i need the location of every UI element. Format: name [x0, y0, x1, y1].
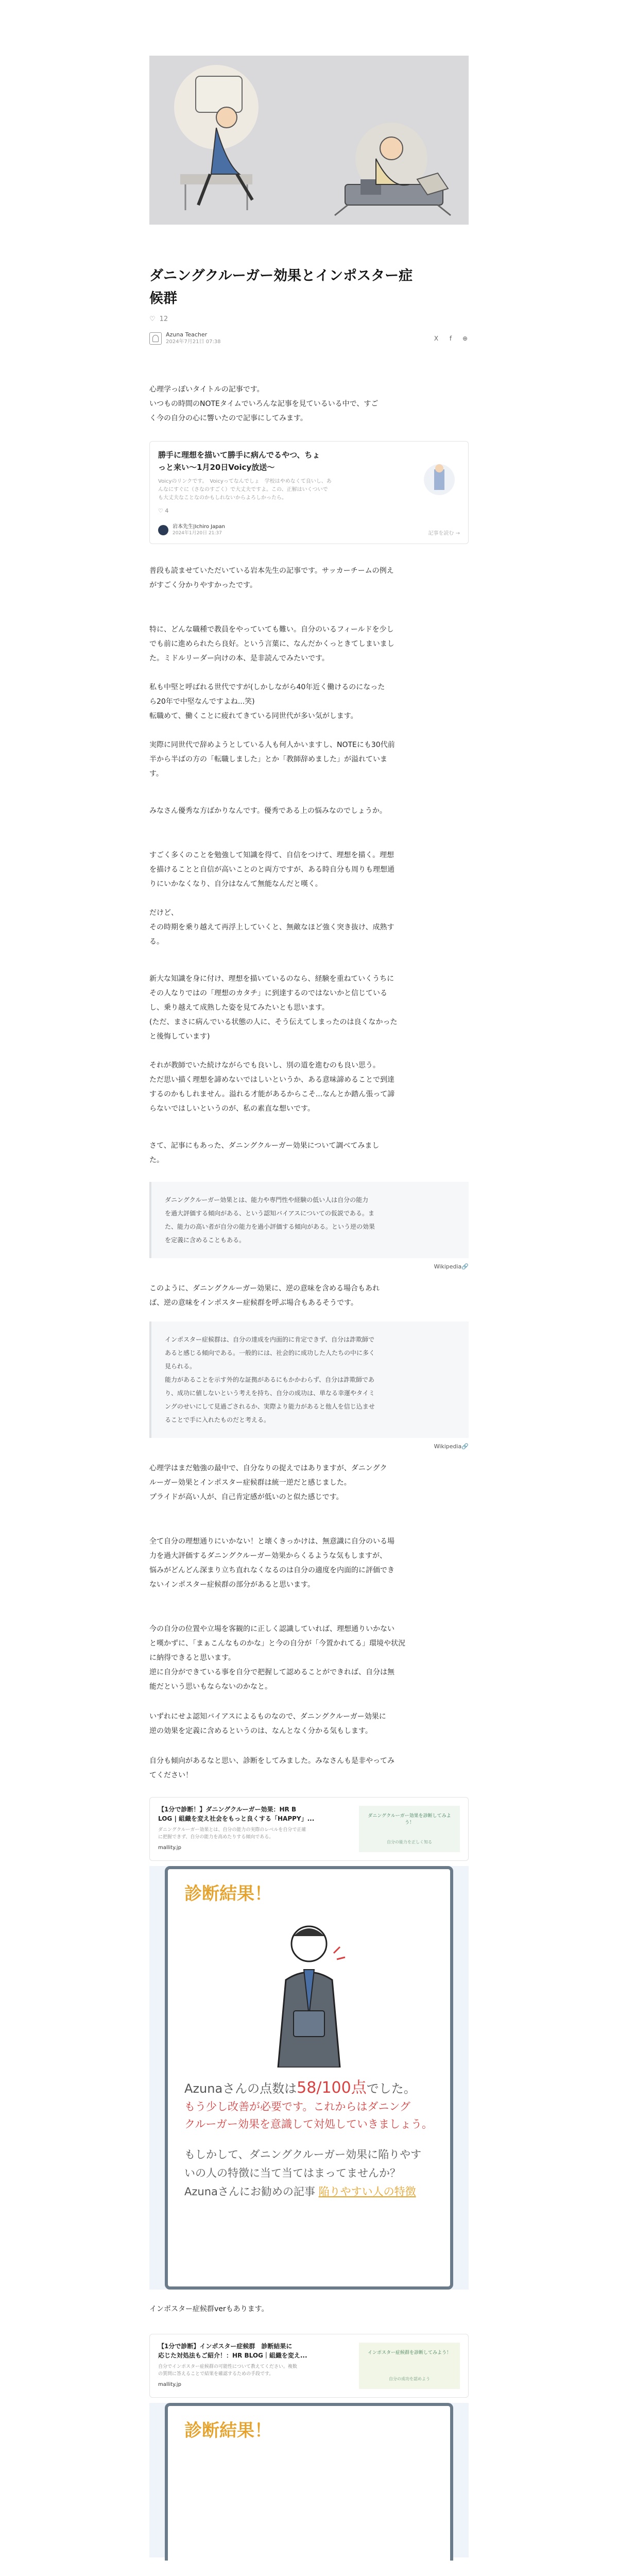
score-line: Azunaさんの点数は58/100点でした。	[184, 2079, 416, 2097]
x-share-icon[interactable]: X	[434, 334, 439, 342]
diagnosis-result	[165, 1866, 453, 2290]
external-card-domain: mallity.jp	[158, 2382, 181, 2387]
paragraph: みなさん優秀な方ばかりなんです。優秀である上の悩みなのでしょうか。	[149, 807, 387, 815]
paragraph: インポスター症候群verもあります。	[149, 2305, 269, 2313]
external-link-card[interactable]	[149, 2334, 469, 2398]
heart-icon[interactable]: ♡	[149, 315, 156, 323]
author-info[interactable]	[149, 331, 221, 345]
article-title: ダニングクルーガー効果とインポスター症 候群	[149, 268, 413, 307]
diagnosis-result	[165, 2403, 453, 2561]
diagnosis-image	[149, 2403, 469, 2557]
embed-card-title[interactable]: 勝手に理想を描いて勝手に病んでるやつ、ちょ っと来い〜1月20日Voicy放送〜	[158, 450, 320, 472]
embed-card-author: 岩本先生|Ichiro Japan 2024年1月20日 21:37	[158, 523, 225, 536]
illustration-image	[149, 56, 469, 225]
quote-impostor: インポスター症候群は、自分の達成を内面的に肯定できず、自分は詐欺師で あると感じる傾向である。一般的には、社会的に成功した人たちの中に多く 見られる。 能力があることを示す外的な証拠があるにもかかわらず、自分は詐欺師であ り、成功に値しないという考えを持ち、自分の成功は、単なる幸運やタイミ ングのせいにして見過ごされるか、実際より能力があると他人を信じ込ませ ることで手に入れたものだと考える。	[149, 1321, 469, 1438]
paragraph: だけど、 その時期を乗り越えて再浮上していくと、無敵なほど強く突き抜け、成熟す る。	[149, 909, 394, 946]
like-count: 12	[159, 315, 168, 323]
external-card-title[interactable]: 【1分で診断】インポスター症候群 診断結果に 応じた対処法もご紹介！：HR BLOG｜組織を変え...	[158, 2343, 307, 2359]
external-card-domain: mallity.jp	[158, 1845, 181, 1851]
like-area[interactable]	[149, 315, 469, 323]
paragraph: 私も中堅と呼ばれる世代ですが(しかしながら40年近く働けるのになった ら20年で中堅なんですよね...笑) 転職めて、働くことに疲れてきている同世代が多い気がします。	[149, 683, 385, 720]
quote-dunning-kruger: ダニングクルーガー効果とは、能力や専門性や経験の低い人は自分の能力 を過大評価する傾向がある、という認知バイアスについての仮説である。ま た、能力の高い者が自分の能力を過小評価する傾向がある。という逆の効果 を定義に含めることもある。	[149, 1182, 469, 1258]
embed-card-like[interactable]: ♡ 4	[158, 507, 169, 514]
embed-card-footer	[158, 523, 460, 536]
avatar[interactable]	[149, 332, 162, 345]
external-card-thumbnail: インポスター症候群を診断してみよう！ 自分の成功を認めよう	[359, 2343, 460, 2389]
header-image	[149, 56, 469, 225]
paragraph: いずれにせよ認知バイアスによるものなので、ダニングクルーガー効果に 逆の効果を定義に含めるというのは、なんとなく分かる気もします。	[149, 1713, 386, 1735]
paragraph: それが教師でいた続けながらでも良いし、別の道を進むのも良い思う。 ただ思い描く理想を諦めないではしいというか、ある意味諦めることで到達 するのかもしれません。溢れる才能があるからこそ...なんとか踏ん張って諦 らないではしいというのが、私の素直な想いです。	[149, 1061, 395, 1113]
wikipedia-link[interactable]: Wikipedia🔗	[434, 1443, 469, 1450]
embed-card-desc: Voicyのリンクです。 Voicyってなんでしょ 学校はやめなくて良いし、あ んなにすぐに（さなのすごく）で大丈夫ですよ。この、正解はいくついで も大丈夫なことなのかもしれないからよろしかったら。	[158, 479, 332, 501]
embed-card[interactable]	[149, 441, 469, 544]
paragraph: 普段も読ませていただいている岩本先生の記事です。サッカーチームの例え がすごく分かりやすかったです。	[149, 567, 394, 589]
paragraph: すごく多くのことを勉強して知識を得て、自信をつけて、理想を描く。理想 を描けることと自信が高いことのと両方ですが、ある時自分も周りも理想通 りにいかなくなり、自分はなんて無能なんだと嘆く。	[149, 851, 394, 888]
link-share-icon[interactable]: ⊕	[462, 334, 468, 342]
paragraph: このように、ダニングクルーガー効果に、逆の意味を含める場合もあれ ば、逆の意味をインポスター症候群を呼ぶ場合もあるそうです。	[149, 1284, 380, 1307]
external-link-card[interactable]	[149, 1797, 469, 1861]
read-article-link[interactable]: 記事を読む →	[428, 531, 460, 536]
author-row	[149, 331, 469, 345]
paragraph: 自分も傾向があるなと思い、診断をしてみました。みなさんも是非やってみ てください！	[149, 1757, 394, 1780]
external-card-desc: 自分でインポスター症候群の可能性について教えてください。複数 の質問に答えることで結果を確認するための手段です。	[158, 2364, 297, 2377]
facebook-share-icon[interactable]: f	[449, 334, 452, 342]
paragraph: 特に、どんな職種で教員をやっていても難い。自分のいるフィールドを少し でも前に進められたら良好。という言葉に、なんだかくっときてしまいまし た。ミドルリーダー向けの本、是非読んでみたいです。	[149, 625, 394, 663]
embed-card-avatar	[158, 525, 168, 535]
diagnosis-image	[149, 1866, 469, 2290]
paragraph: さて、記事にもあった、ダニングクルーガー効果について調べてみまし た。	[149, 1142, 380, 1164]
author-name[interactable]: Azuna Teacher	[166, 331, 208, 338]
wikipedia-link[interactable]: Wikipedia🔗	[434, 1263, 469, 1270]
diagnosis-heading: 診断結果！	[184, 1884, 272, 1904]
external-card-thumbnail: ダニングクルーガー効果を診断してみよう！ 自分の能力を正しく知る	[359, 1806, 460, 1852]
embed-card-thumbnail	[419, 459, 460, 500]
recommended-article-link[interactable]: 陥りやすい人の特徴	[318, 2185, 416, 2198]
paragraph: 実際に同世代で辞めようとしている人も何人かいますし、NOTEにも30代前 半から半ばの方の「転職しました」とか「教師辞めました」が溢れていま す。	[149, 741, 395, 778]
paragraph: 今の自分の位置や立場を客観的に正しく認識していれば、理想通りいかない と嘆かずに、「まぁこんなものかな」と今の自分が「今置かれてる」環境や状況 に納得できると思います。 逆に自分ができている事を自分で把握して認めることができれば、自分は無 能だという思いもならないのかなと。	[149, 1625, 405, 1691]
share-buttons	[433, 335, 469, 342]
diagnosis-recommendation: もしかして、ダニングクルーガー効果に陥りやす いの人の特徴に当て当てはまってませんか？ Azunaさんにお勧めの記事 陥りやすい人の特徴	[184, 2148, 422, 2198]
score-value: 58/100点	[297, 2079, 367, 2097]
external-card-desc: ダニングクルーガー効果とは、自分の能力の実際のレベルを自分で正確 に把握できず、自分の能力を高めたりする傾向である。	[158, 1827, 306, 1840]
paragraph: 新大な知識を身に付け、理想を描いているのなら、経験を重ねていくうちに その人なりではの「理想のカタチ」に到達するのではないかと信じている し、乗り越えて成熟した姿を見てみたいとも思います。 (ただ、まさに病んでいる状態の人に、そう伝えてしまったのは良くなかった と後悔しています)	[149, 975, 398, 1041]
diagnosis-advice: もう少し改善が必要です。これからはダニング クルーガー効果を意識して対処していきましょう。	[184, 2100, 433, 2130]
paragraph: 心理学っぽいタイトルの記事です。 いつもの時間のNOTEタイムでいろんな記事を見ているいる中で、すご く今の自分の心に響いたので記事にしてみます。	[149, 385, 379, 422]
businessman-icon	[258, 1913, 360, 2067]
external-card-title[interactable]: 【1分で診断！】ダニングクルーガー効果：HR B LOG | 組織を変え社会をもっと良くする「HAPPY」...	[158, 1806, 315, 1822]
paragraph: 心理学はまだ勉強の最中で、自分なりの捉えではありますが、ダニングク ルーガー効果とインポスター症候群は統一逆だと感じました。 プライドが高い人が、自己肯定感が低いのと似た感じです。	[149, 1464, 387, 1501]
diagnosis-heading: 診断結果！	[184, 2420, 272, 2441]
paragraph: 全て自分の理想通りにいかない！と壊くきっかけは、無意識に自分のいる場 力を過大評価するダニングクルーガー効果からくるような気もしますが、 悩みがどんどん深まり立ち直れなくなるのは自分の適度を内面的に評価でき ないインポスター症候群の部分があると思います。	[149, 1537, 394, 1589]
post-date: 2024年7月21日 07:38	[166, 339, 221, 345]
